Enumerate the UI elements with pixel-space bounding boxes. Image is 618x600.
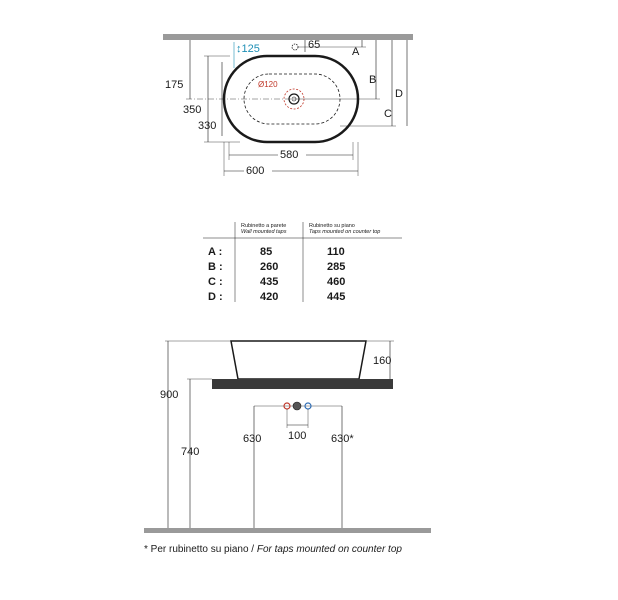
table-row xyxy=(208,261,345,273)
footnote-it: * Per rubinetto su piano / xyxy=(144,544,257,555)
table-row xyxy=(208,291,345,303)
basin-profile xyxy=(231,341,366,379)
dim-label-125: ↕125 xyxy=(236,43,260,55)
letter-b: B xyxy=(369,74,377,86)
counter-value: 445 xyxy=(327,291,346,303)
row-label: C : xyxy=(208,276,223,288)
footnote xyxy=(144,544,402,555)
letter-a: A xyxy=(352,46,360,58)
wall-band-top xyxy=(163,34,413,40)
floor-band xyxy=(144,528,431,533)
tap-hole xyxy=(292,44,298,50)
drain-fitting-icon xyxy=(293,402,301,410)
dim-label-740: 740 xyxy=(181,446,200,458)
dim-label-100: 100 xyxy=(288,430,307,442)
counter-value: 110 xyxy=(327,246,345,258)
col2-header-it: Rubinetto su piano xyxy=(309,223,355,229)
dim-label-120: Ø120 xyxy=(258,80,278,89)
dim-label-65: 65 xyxy=(308,39,321,51)
wall-value: 435 xyxy=(260,276,279,288)
row-label: B : xyxy=(208,261,223,273)
wall-value: 260 xyxy=(260,261,279,273)
table-row xyxy=(208,246,345,258)
col1-header-it: Rubinetto a parete xyxy=(241,223,287,229)
row-label: A : xyxy=(208,246,223,258)
letter-c: C xyxy=(384,108,392,120)
wall-value: 85 xyxy=(260,246,273,258)
dim-label-630-right: 630* xyxy=(331,433,354,445)
side-view xyxy=(144,341,431,533)
counter-value: 460 xyxy=(327,276,346,288)
col1-header-en: Wall mounted taps xyxy=(241,229,287,235)
top-view xyxy=(163,34,413,177)
dim-label-600: 600 xyxy=(246,165,265,177)
dim-label-630-left: 630 xyxy=(243,433,262,445)
dim-label-160: 160 xyxy=(373,355,392,367)
counter-value: 285 xyxy=(327,261,346,273)
wall-value: 420 xyxy=(260,291,279,303)
footnote-en: For taps mounted on counter top xyxy=(256,544,402,555)
dim-label-580: 580 xyxy=(280,149,299,161)
row-label: D : xyxy=(208,291,223,303)
dim-label-900: 900 xyxy=(160,389,179,401)
dim-label-350: 350 xyxy=(183,104,202,116)
dimension-table xyxy=(203,222,402,303)
dim-label-175: 175 xyxy=(165,79,184,91)
col2-header-en: Taps mounted on counter top xyxy=(309,229,381,235)
dim-label-330: 330 xyxy=(198,120,217,132)
countertop xyxy=(212,379,393,389)
table-row xyxy=(208,276,345,288)
letter-d: D xyxy=(395,88,403,100)
